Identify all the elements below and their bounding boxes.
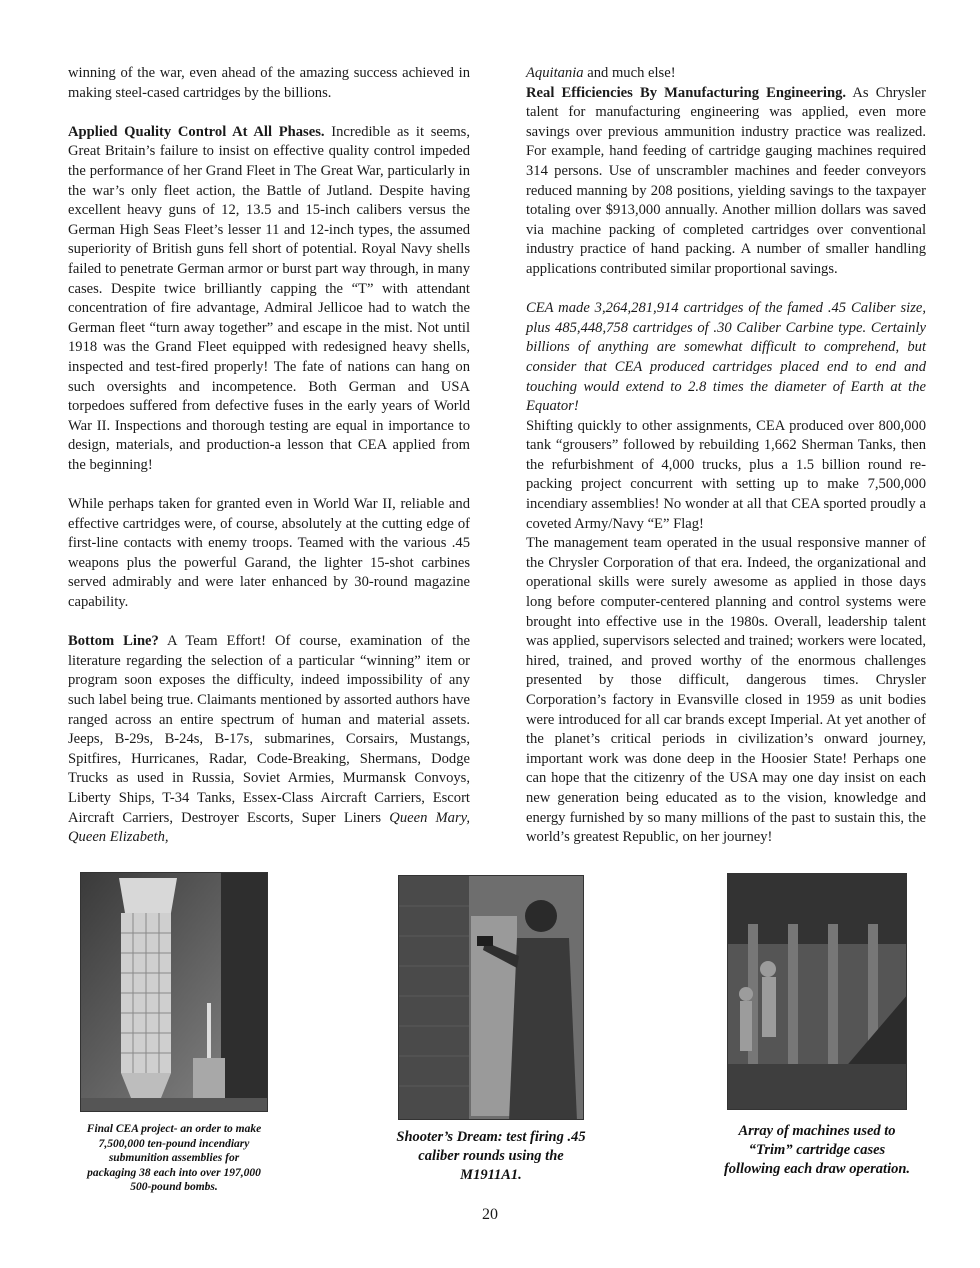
machines-photo: [727, 873, 907, 1110]
aquitania-rest: and much else!: [583, 65, 676, 81]
bomb-caption: Final CEA project- an order to make 7,500,000 ten-pound incendiary submunition assemblies for packaging 38 each into over 197,000 500-pound bombs.: [86, 1123, 262, 1193]
shooter-caption: Shooter’s Dream: test firing .45 caliber rounds using the M1911A1.: [396, 1129, 586, 1183]
machines-caption: Array of machines used to “Trim” cartridge cases following each draw operation.: [723, 1123, 911, 1177]
left-paragraph-1: winning of the war, even ahead of the amazing success achieved in making steel-cased cartridges by the billions.: [68, 65, 470, 101]
right-column: [526, 64, 926, 848]
efficiencies-body: As Chrysler talent for manufacturing engineering was applied, even more savings over previous ammunition industry practice was realized. For example, hand feeding of cartridge gauging machines required 314 persons. Use of unscrambler machines and feeder conveyors reduced manning by 208 positions, yielding savings to the taxpayer totaling over $913,000 annually. Another million dollars was saved via machine packing of completed cartridges over conventional industry practice of hand packing. A number of smaller handling applications contributed similar proportional savings.: [526, 84, 926, 277]
shooter-photo: [398, 875, 584, 1120]
efficiencies-heading: Real Efficiencies By Manufacturing Engineering.: [526, 84, 847, 101]
page-number: 20: [482, 1206, 498, 1223]
bottom-line-heading: Bottom Line?: [68, 633, 159, 650]
bomb-photo: [80, 872, 268, 1112]
quality-control-body: Incredible as it seems, Great Britain’s failure to insist on effective quality control impeded the performance of her Grand Fleet in The Great War, particularly in the war’s only fleet action, the Battle of Jutland. Despite having excellent heavy guns of 12, 13.5 and 15-inch calibers versus the German High Seas Fleet’s lesser 11 and 12-inch types, the assumed superiority of British guns fell short of potential. Royal Navy shells failed to penetrate German armor or burst part way through, in many cases. Despite twice brilliantly capping the “T” with attendant concentration of fire advantage, Admiral Jellicoe had to watch the German fleet “turn away together” and escape in the mist. Not until 1918 was the Grand Fleet equipped with redesigned heavy shells, inspected and test-fired properly! The fate of nations can hang on such oversights and incompetence. Both German and USA torpedoes suffered from defective fuses in the early years of World War II. Inspections and thorough testing are equal in importance to design, materials, and production-a lesson that CEA applied from the beginning!: [68, 123, 471, 473]
left-paragraph-2: [68, 123, 470, 476]
right-paragraph-1: [526, 64, 926, 84]
right-paragraph-5: The management team operated in the usual responsive manner of the Chrysler Corporation of that era. Indeed, the organizational and operational skills were surely awesome as applied in those days long before computer-centered planning and control systems were brought into effective use in the 1980s. Overall, leadership talent was applied, supervisors selected and trained; workers were located, hired, trained, and proved worthy of the enormous challenges presented by those difficult, dangerous times. Chrysler Corporation’s factory in Evansville closed in 1959 as unit bodies were introduced for all car brands except Imperial. At yet another of the planet’s critical periods in civilization’s onward journey, important work was done deep in the Hoosier State! Perhaps one can hope that the citizenry of the USA may one day insist on each new generation being educated as to the vision, knowledge and energy furnished by so many millions of the past to sustain this, the world’s greatest Republic, on her journey!: [526, 535, 926, 846]
right-paragraph-3: [526, 299, 926, 417]
right-paragraph-4: Shifting quickly to other assignments, CEA produced over 800,000 tank “grousers” followed by rebuilding 1,662 Sherman Tanks, then the refurbishment of 4,000 trucks, plus a 1.5 billion round re-packing project concurrent with setting up to make 7,500,000 incendiary assemblies! No wonder at all that CEA sported proudly a coveted Army/Navy “E” Flag!: [526, 417, 926, 532]
left-paragraph-3: While perhaps taken for granted even in World War II, reliable and effective cartridges were, of course, absolutely at the cutting edge of first-line contacts with enemy troops. Teamed with the various .45 weapons plus the powerful Garand, the lighter 15-shot carbines served admirably and were later enhanced by 30-round magazine capability.: [68, 496, 470, 611]
bottom-line-body: A Team Effort! Of course, examination of the literature regarding the selection of a particular “winning” item or program soon exposes the difficulty, indeed impossibility of any such label being true. Claimants mentioned by assorted authors have ranged across an entire spectrum of human and material assets. Jeeps, B-29s, B-24s, B-17s, submarines, Corsairs, Mustangs, Spitfires, Hurricanes, Radar, Code-Breaking, Shermans, Dodge Trucks as used in Russia, Soviet Armies, Murmansk Convoys, Liberty Ships, T-34 Tanks, Essex-Class Aircraft Carriers, Escort Aircraft Carriers, Destroyer Escorts, Super Liners: [68, 633, 470, 826]
right-paragraph-2: [526, 84, 926, 280]
aquitania-text: Aquitania: [526, 65, 584, 81]
cartridge-stats: CEA made 3,264,281,914 cartridges of the famed .45 Caliber size, plus 485,448,758 cartridges of .30 Caliber Carbine type. Certainly billions of anything are somewhat difficult to comprehend, but consider that CEA produced cartridges placed end to end and touching would extend to 2.8 times the diameter of Earth at the Equator!: [526, 300, 926, 415]
left-paragraph-4: [68, 632, 470, 848]
quality-control-heading: Applied Quality Control At All Phases.: [68, 123, 325, 140]
left-column: [68, 64, 470, 848]
ship-names: Queen Mary, Queen Elizabeth,: [68, 809, 470, 846]
